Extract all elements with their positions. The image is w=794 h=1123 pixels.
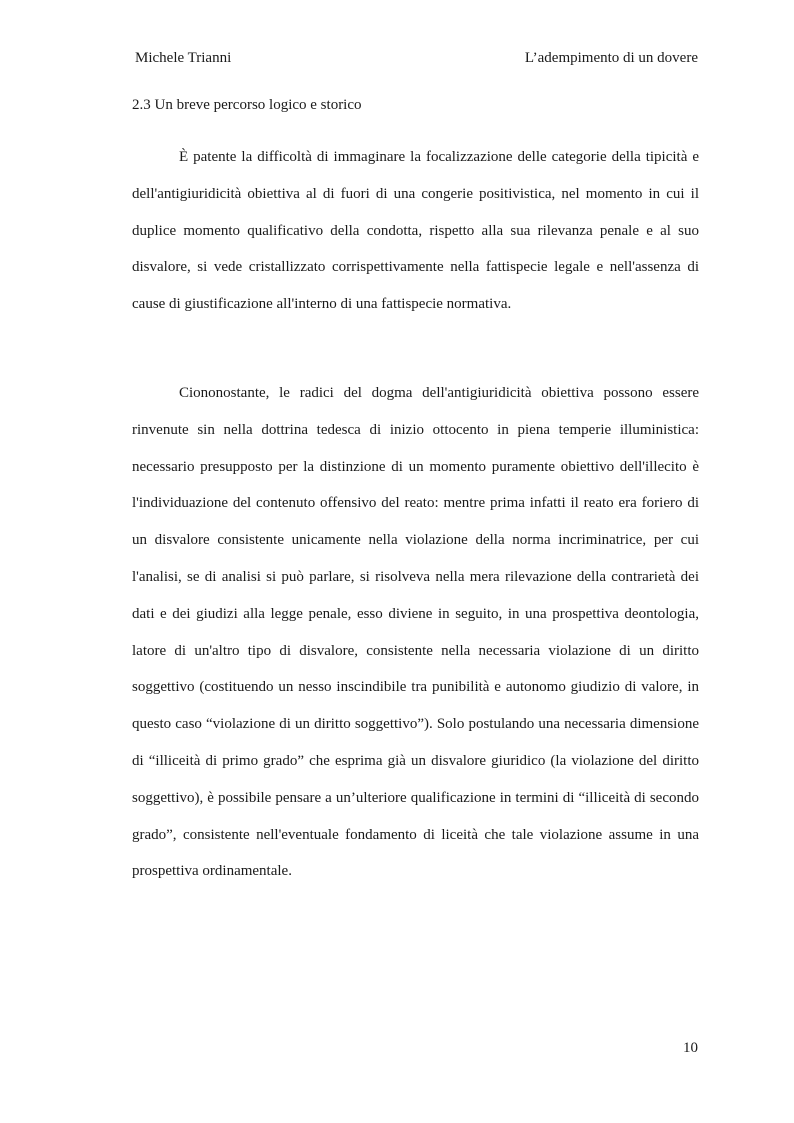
running-header-title: L’adempimento di un dovere (524, 50, 698, 66)
running-header-author: Michele Trianni (135, 50, 232, 66)
section-heading: 2.3 Un breve percorso logico e storico (132, 97, 362, 113)
page-number: 10 (683, 1040, 698, 1056)
body-paragraph-1: È patente la difficoltà di immaginare la focalizzazione delle categorie della tipicità e dell'antigiuridicità obiettiva al di fuori di una congerie positivistica, nel momento in cui il duplice momento qualificativo della condotta, rispetto alla sua rilevanza penale e al suo disvalore, si vede cristallizzato corrispettivamente nella fattispecie legale e nell'assenza di cause di giustificazione all'interno di una fattispecie normativa. (132, 149, 699, 313)
body-paragraph-2: Ciononostante, le radici del dogma dell'antigiuridicità obiettiva possono essere rinvenute sin nella dottrina tedesca di inizio ottocento in piena temperie illuministica: necessario presupposto per la distinzione di un momento puramente obiettivo dell'illecito è l'individuazione del contenuto offensivo del reato: mentre prima infatti il reato era foriero di un disvalore consistente unicamente nella violazione della norma incriminatrice, per cui l'analisi, se di analisi si può parlare, si risolveva nella mera rilevazione della contrarietà dei dati e dei giudizi alla legge penale, esso diviene in seguito, in una prospettiva deontologia, latore di un'altro tipo di disvalore, consistente nella necessaria violazione di un diritto soggettivo (costituendo un nesso inscindibile tra punibilità e autonomo giudizio di valore, in questo caso “violazione di un diritto soggettivo”). Solo postulando una necessaria dimensione di “illiceità di primo grado” che esprima già un disvalore giuridico (la violazione del diritto soggettivo), è possibile pensare a un’ulteriore qualificazione in termini di “illiceità di secondo grado”, consistente nell'eventuale fondamento di liceità che tale violazione assume in una prospettiva ordinamentale. (132, 385, 699, 880)
